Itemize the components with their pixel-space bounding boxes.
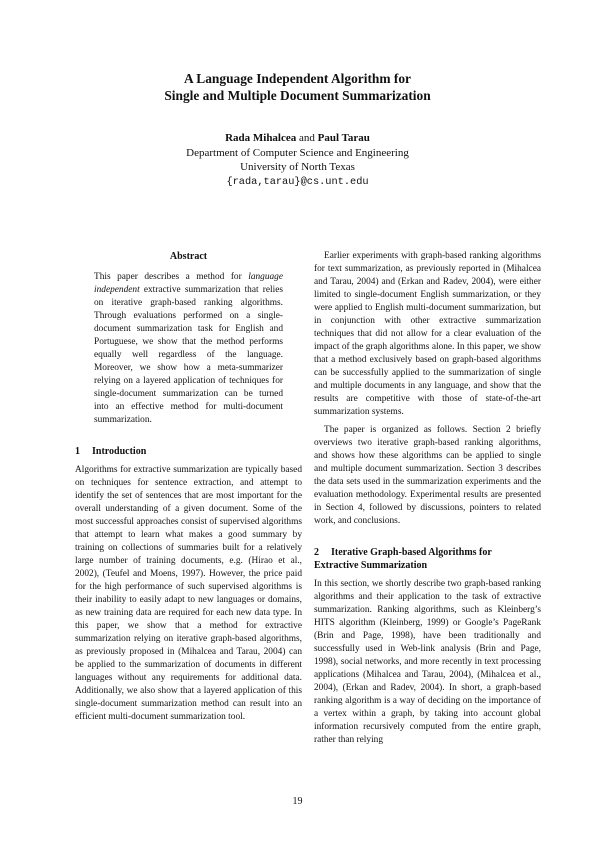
title-line-2: Single and Multiple Document Summarization (164, 88, 431, 103)
abstract-text-a: This paper describes a method for (94, 272, 249, 282)
title-line-1: A Language Independent Algorithm for (184, 71, 411, 86)
section2-heading (314, 546, 541, 572)
left-column (75, 250, 302, 724)
abstract-text (94, 271, 283, 427)
author-names (0, 131, 595, 146)
intro-heading (75, 445, 302, 458)
affiliation-department: Department of Computer Science and Engineering (186, 146, 409, 159)
affiliation-university: University of North Texas (240, 161, 355, 173)
author-conjunction: and (299, 132, 315, 144)
paper-title (0, 70, 595, 104)
abstract-text-italic: language independent (94, 272, 283, 295)
section2-title-line-2: Extractive Summarization (314, 560, 428, 571)
intro-title: Introduction (92, 446, 147, 457)
author-email: {rada,tarau}@cs.unt.edu (226, 175, 369, 188)
abstract-heading: Abstract (169, 251, 208, 262)
author-1: Rada Mihalcea (225, 132, 297, 144)
page-number: 19 (292, 796, 303, 807)
right-column (314, 250, 541, 747)
author-2: Paul Tarau (317, 132, 370, 144)
abstract-body (94, 271, 283, 427)
section2-paragraph-1: In this section, we shortly describe two graph-based ranking algorithms and their application to the task of extractive summarization. Ranking algorithms, such as Kleinberg’s HITS algorithm (Kleinberg, 1999) or Google’s PageRank (Brin and Page, 1998), have been traditionally and successfully used in Web-link analysis (Brin and Page, 1998), social networks, and more recently in text processing applications (Mihalcea and Tarau, 2004), (Mihalcea et al., 2004), (Erkan and Radev, 2004). In short, a graph-based ranking algorithm is a way of deciding on the importance of a vertex within a graph, by taking into account global information recursively computed from the entire graph, rather than relying (314, 579, 541, 745)
author-block (0, 131, 595, 189)
intro-paragraph-2: Earlier experiments with graph-based ranking algorithms for text summarization, as previously reported in (Mihalcea and Tarau, 2004) and (Erkan and Radev, 2004), were either limited to single-document English summarization, or they were applied to English multi-document summarization, but in conjunction with other extractive summarization techniques that did not allow for a clear evaluation of the impact of the graph algorithms alone. In this paper, we show that a method exclusively based on graph-based algorithms can be successfully applied to the summarization of single and multiple documents in any language, and show that the results are competitive with those of state-of-the-art summarization systems. (314, 251, 541, 417)
section2-number: 2 (314, 547, 319, 558)
abstract-text-b: extractive summarization that relies on iterative graph-based ranking algorithms. Through evaluations performed on a single-document summarization task for English and Portuguese, we show that the method performs equally well regardless of the language. Moreover, we show how a meta-summarizer relying on a layered application of techniques for single-document summarization can be turned into an effective method for multi-document summarization. (94, 285, 283, 425)
intro-paragraph-1: Algorithms for extractive summarization are typically based on techniques for sentence extraction, and attempt to identify the set of sentences that are most important for the overall understanding of a given document. Some of the most successful approaches consist of supervised algorithms that attempt to learn what makes a good summary by training on collections of summaries built for a relatively large number of training documents, e.g. (Hirao et al., 2002), (Teufel and Moens, 1997). However, the price paid for the high performance of such supervised algorithms is their inability to easily adapt to new languages or domains, as new training data are required for each new data type. In this paper, we show that a method for extractive summarization relying on iterative graph-based algorithms, as previously proposed in (Mihalcea and Tarau, 2004) can be applied to the summarization of documents in different languages without any requirements for additional data. Additionally, we also show that a layered application of this single-document summarization method can result into an efficient multi-document summarization tool. (75, 465, 302, 722)
section2-title-line-1: Iterative Graph-based Algorithms for (331, 547, 492, 558)
intro-paragraph-3: The paper is organized as follows. Section 2 briefly overviews two iterative graph-based ranking algorithms, and shows how these algorithms can be applied to single and multiple document summarization. Section 3 describes the data sets used in the summarization experiments and the evaluation methodology. Experimental results are presented in Section 4, followed by discussions, pointers to related work, and conclusions. (314, 425, 541, 526)
intro-number: 1 (75, 446, 80, 457)
